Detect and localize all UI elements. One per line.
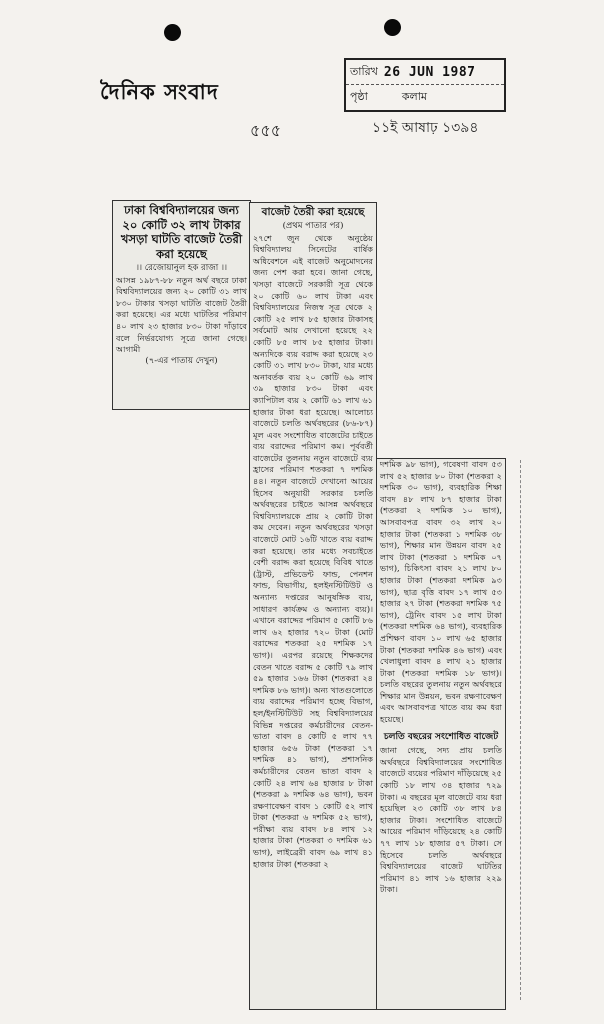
margin-rule bbox=[520, 460, 521, 1000]
newspaper-masthead: দৈনিক সংবাদ bbox=[100, 79, 219, 104]
continuation-body: ২৭শে জুন থেকে অনুষ্ঠেয় বিশ্ববিদ্যালয় সিনেটের বার্ষিক অধিবেশনে এই বাজেট অনুমোদনের জন্য পেশ করা হবে। জানা গেছে, খসড়া বাজেটে সরকারী সূত্র থেকে ২০ কোটি ৬০ লাখ টাকা এবং বিশ্ববিদ্যালয়ের নিজস্ব সূত্র থেকে ২ কোটি ২৫ লাখ ৮৫ হাজার টাকাসহ সর্বমোট আয় দেখানো হয়েছে ২২ কোটি ৮৫ লাখ ৮৫ হাজার টাকা। অন্যদিকে ব্যয় বরাদ্দ করা হয়েছে ২৩ কোটি ৩১ লাখ ৮৩০ টাকা, যার মধ্যে অনাবর্তক ব্যয় ২০ কোটি ৬৯ লাখ ৩৯ হাজার ৮৩০ টাকা এবং ক্যাপিটাল ব্যয় ২ কোটি ৬১ লাখ ৬১ হাজার টাকা ধরা হয়েছে। আলোচ্য বাজেটে চলতি অর্থবছরের (৮৬-৮৭) মূল এবং সংশোধিত বাজেটের চাইতে ব্যয় বরাদ্দের পরিমাণ কম। পূর্ববর্তী বাজেটের তুলনায় নতুন বাজেটে ব্যয় হ্রাসের পরিমাণ শতকরা ৭ দশমিক ৪৪। নতুন বাজেটে দেখানো আয়ের হিসেব অনুযায়ী সরকার চলতি অর্থবছরের চাইতে আসন্ন অর্থবছরে বিশ্ববিদ্যালয়কে প্রায় ২ কোটি টাকা কম দেবেন। নতুন অর্থবছরের খসড়া বাজেটে মোট ১৬টি খাতে ব্যয় বরাদ্দ করা হয়েছে। তার মধ্যে সবচাইতে বেশী বরাদ্দ করা হয়েছে বিবিধ খাতে (ট্রাস্ট, প্রভিডেন্ট ফান্ড, পেনশন ফান্ড, বিভাগীয়, হলইনস্টিটিউট ও অন্যান্য দপ্তরের আনুষঙ্গিক ব্যয়, সাধারণ কার্যক্রম ও অন্যান্য ব্যয়)। এখানে বরাদ্দের পরিমাণ ৫ কোটি ৮৬ লাখ ৬২ হাজার ৭২০ টাকা (মোট বরাদ্দের শতকরা ২৫ দশমিক ১৭ ভাগ)। এরপর রয়েছে শিক্ষকদের বেতন খাতে বরাদ্দ ৫ কোটি ৭৯ লাখ ৫৯ হাজার ১৬৬ টাকা (শতকরা ২৪ দশমিক ৮৬ ভাগ)। অন্য খাতগুলোতে ব্যয় বরাদ্দের পরিমাণ হচ্ছে বিভাগ, হল/ইনস্টিটিউট সহ বিশ্ববিদ্যালয়ের বিভিন্ন দপ্তরের কর্মচারীদের বেতন-ভাতা বাবদ ৪ কোটি ৫ লাখ ৭৭ হাজার ৬৫৬ টাকা (শতকরা ১৭ দশমিক ৪১ ভাগ), প্রশাসনিক কর্মচারীদের বেতন ভাতা বাবদ ২ কোটি ২৪ লাখ ৬৪ হাজার ৮ টাকা (শতকরা ৯ দশমিক ৬৪ ভাগ), ভবন রক্ষণাবেক্ষণ বাবদ ১ কোটি ৫২ লাখ টাকা (শতকরা ৬ দশমিক ৫২ ভাগ), পরীক্ষা ব্যয় বাবদ ৮৪ লাখ ১২ হাজার টাকা (শতকরা ৩ দশমিক ৬১ ভাগ), লাইব্রেরী বাবদ ৬৯ লাখ ৪১ হাজার টাকা (শতকরা ২ bbox=[253, 232, 373, 869]
clipping-body: আসন্ন ১৯৮৭-৮৮ নতুন অর্থ বছরে ঢাকা বিশ্ববিদ্যালয়ের জন্য ২০ কোটি ৩১ লাখ ৮৩০ টাকার খসড়া ঘাটতি বাজেট তৈরী করা হয়েছে। এর মধ্যে ঘাটতির পরিমাণ ৪০ লাখ ২৩ হাজার ৮৩০ টাকা দাঁড়াবে বলে নির্ভরযোগ্য সূত্রে জানা গেছে। আগামী bbox=[116, 274, 247, 355]
punch-hole-left bbox=[164, 24, 181, 41]
continuation-headline: বাজেট তৈরী করা হয়েছে bbox=[261, 206, 365, 218]
stamp-date-label: তারিখ bbox=[350, 64, 378, 78]
column2-subhead: চলতি বছরের সংশোধিত বাজেট bbox=[383, 731, 499, 742]
clipping-headline: ঢাকা বিশ্ববিদ্যালয়ের জন্য ২০ কোটি ৩২ লাখ টাকার খসড়া ঘাটতি বাজেট তৈরী করা হয়েছে bbox=[120, 203, 243, 261]
column2-body-2: জানা গেছে, সদ্য প্রায় চলতি অর্থবছরে বিশ্ববিদ্যালয়ের সংশোধিত বাজেটে ব্যয়ের পরিমাণ দাঁড়িয়েছে ২৫ কোটি ১৮ লাখ ৩৪ হাজার ৭২৯ টাকা। এ বছরের মূল বাজেটে ব্যয় ধরা হয়েছিল ২৩ কোটি ৩৮ লাখ ৮৪ হাজার টাকা। সংশোধিত বাজেটে আয়ের পরিমাণ দাঁড়িয়েছে ২৪ কোটি ৭৭ লাখ ১৮ হাজার ৫৭ টাকা। সে হিসেবে চলতি অর্থবছরে বিশ্ববিদ্যালয়ের বাজেট ঘাটতির পরিমাণ ৪১ লাখ ১৬ হাজার ২২৯ টাকা। bbox=[380, 745, 502, 895]
stamp-date-row bbox=[346, 60, 504, 84]
date-stamp bbox=[344, 58, 506, 112]
stamp-page-row bbox=[346, 84, 504, 109]
clipping-front-page bbox=[112, 200, 251, 410]
clipping-continuation bbox=[249, 202, 377, 1010]
punch-hole-right bbox=[384, 19, 401, 36]
column2-body: দশমিক ৯৮ ভাগ), গবেষণা বাবদ ৫৩ লাখ ৫২ হাজার ৮০ টাকা (শতকরা ২ দশমিক ৩০ ভাগ), ব্যবহারিক শিক্ষা বাবদ ৪৮ লাখ ৮৭ হাজার টাকা (শতকরা ২ দশমিক ১০ ভাগ), আসবাবপত্র বাবদ ৩২ লাখ ২০ হাজার টাকা (শতকরা ১ দশমিক ৩৮ ভাগ), শিক্ষার মান উন্নয়ন বাবদ ২৫ লাখ টাকা (শতকরা ১ দশমিক ০৭ ভাগ), চিকিৎসা বাবদ ২১ লাখ ৮০ হাজার টাকা (শতকরা দশমিক ৯৩ ভাগ), ছাত্র বৃত্তি বাবদ ১৭ লাখ ৫৩ হাজার ২৭ টাকা (শতকরা দশমিক ৭৫ ভাগ), ট্রেনিং বাবদ ১৫ লাখ টাকা (শতকরা দশমিক ৬৪ ভাগ), ব্যবহারিক প্রশিক্ষণ বাবদ ১০ লাখ ৬৫ হাজার টাকা (শতকরা দশমিক ৪৬ ভাগ) এবং খেলাধুলা বাবদ ৪ লাখ ২১ হাজার টাকা (শতকরা দশমিক ১৮ ভাগ)। চলতি বছরের তুলনায় নতুন অর্থবছরে শিক্ষার মান উন্নয়ন, ভবন রক্ষণাবেক্ষণ এবং আসবাবপত্র খাতে ব্যয় কম ধরা হয়েছে। bbox=[380, 459, 502, 725]
handwritten-bengali-date: ১১ই আষাঢ় ১৩৯৪ bbox=[372, 120, 479, 136]
stamp-date-value: 26 JUN 1987 bbox=[383, 64, 476, 80]
clipping-byline: ।। রেজোয়ানুল হক রাজা ।। bbox=[135, 263, 228, 273]
clipping-continuation-column-2 bbox=[376, 458, 506, 1010]
stamp-page-label: পৃষ্ঠা bbox=[350, 89, 368, 103]
continuation-subhead: (প্রথম পাতার পর) bbox=[282, 221, 344, 231]
handwritten-number: ৫৫৫ bbox=[250, 121, 282, 140]
stamp-column-label: কলাম bbox=[401, 89, 428, 103]
clipping-continued-note: (৭-এর পাতায় দেখুন) bbox=[145, 355, 218, 366]
